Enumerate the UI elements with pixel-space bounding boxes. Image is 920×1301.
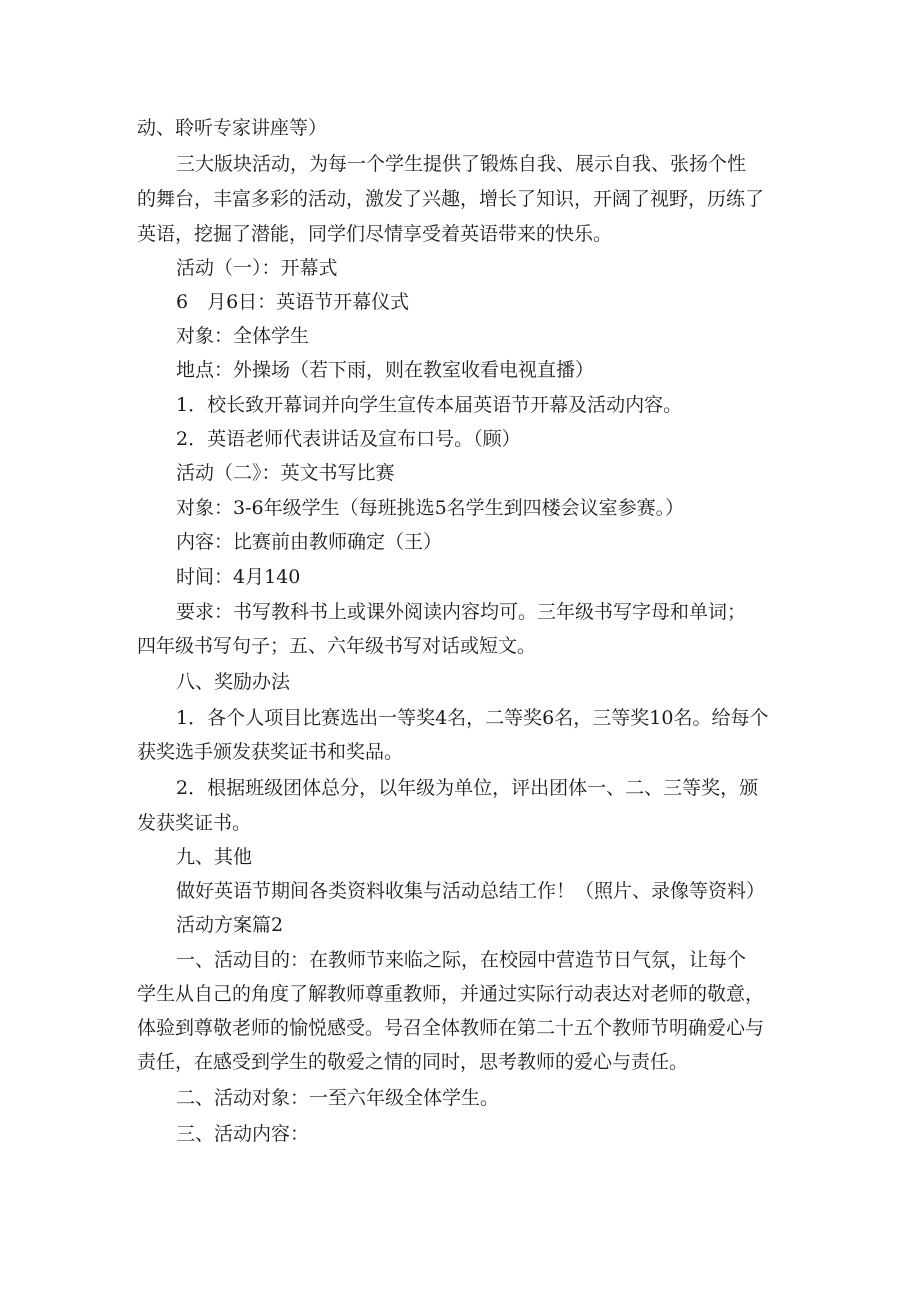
text-line: 2．英语老师代表讲话及宣布口号。（顾）: [176, 428, 521, 450]
text-line: 英语，挖掘了潜能，同学们尽情享受着英语带来的快乐。: [137, 223, 613, 245]
text-line: 责任，在感受到学生的敬爱之情的同时，思考教师的爱心与责任。: [137, 1051, 689, 1073]
text-line: 1．校长致开幕词并向学生宣传本届英语节开幕及活动内容。: [176, 394, 683, 416]
text-line: 对象：全体学生: [176, 325, 310, 347]
text-line: 地点：外操场（若下雨，则在教室收看电视直播）: [176, 359, 595, 381]
text-line: 体验到尊敬老师的愉悦感受。号召全体教师在第二十五个教师节明确爱心与: [137, 1017, 765, 1039]
text-line: 九、其他: [176, 846, 253, 868]
text-line: 对象：3-6年级学生（每班挑选5名学生到四楼会议室参赛。）: [176, 497, 685, 519]
text-line: 三、活动内容：: [176, 1123, 310, 1145]
text-line: 八、奖励办法: [176, 671, 291, 693]
text-line: 四年级书写句子；五、六年级书写对话或短文。: [137, 635, 537, 657]
text-line: 1．各个人项目比赛选出一等奖4名，二等奖6名，三等奖10名。给每个: [176, 707, 769, 729]
text-line: 活动方案篇2: [176, 914, 284, 936]
text-line: 一、活动目的：在教师节来临之际，在校园中营造节日气氛，让每个: [176, 949, 747, 971]
text-line: 获奖选手颁发获奖证书和奖品。: [137, 741, 404, 763]
text-line: 要求：书写教科书上或课外阅读内容均可。三年级书写字母和单词；: [176, 601, 747, 623]
text-line: 内容：比赛前由教师确定（王）: [176, 531, 443, 553]
text-line: 三大版块活动，为每一个学生提供了锻炼自我、展示自我、张扬个性: [176, 153, 747, 175]
text-line: 活动（二》：英文书写比赛: [176, 462, 395, 484]
text-line: 活动（一）：开幕式: [176, 257, 338, 279]
text-line: 时间：4月140: [176, 566, 301, 588]
text-line: 发获奖证书。: [137, 812, 252, 834]
text-line: 二、活动对象：一至六年级全体学生。: [176, 1087, 500, 1109]
text-line: 2．根据班级团体总分，以年级为单位，评出团体一、二、三等奖，颁: [176, 777, 759, 799]
text-line: 动、聆听专家讲座等）: [137, 117, 328, 139]
text-line: 学生从自己的角度了解教师尊重教师，并通过实际行动表达对老师的敬意，: [137, 983, 765, 1005]
text-line: 6 月6日：英语节开幕仪式: [176, 291, 410, 313]
text-line: 的舞台，丰富多彩的活动，激发了兴趣，增长了知识，开阔了视野，历练了: [137, 188, 765, 210]
text-line: 做好英语节期间各类资料收集与活动总结工作！（照片、录像等资料）: [176, 880, 766, 902]
